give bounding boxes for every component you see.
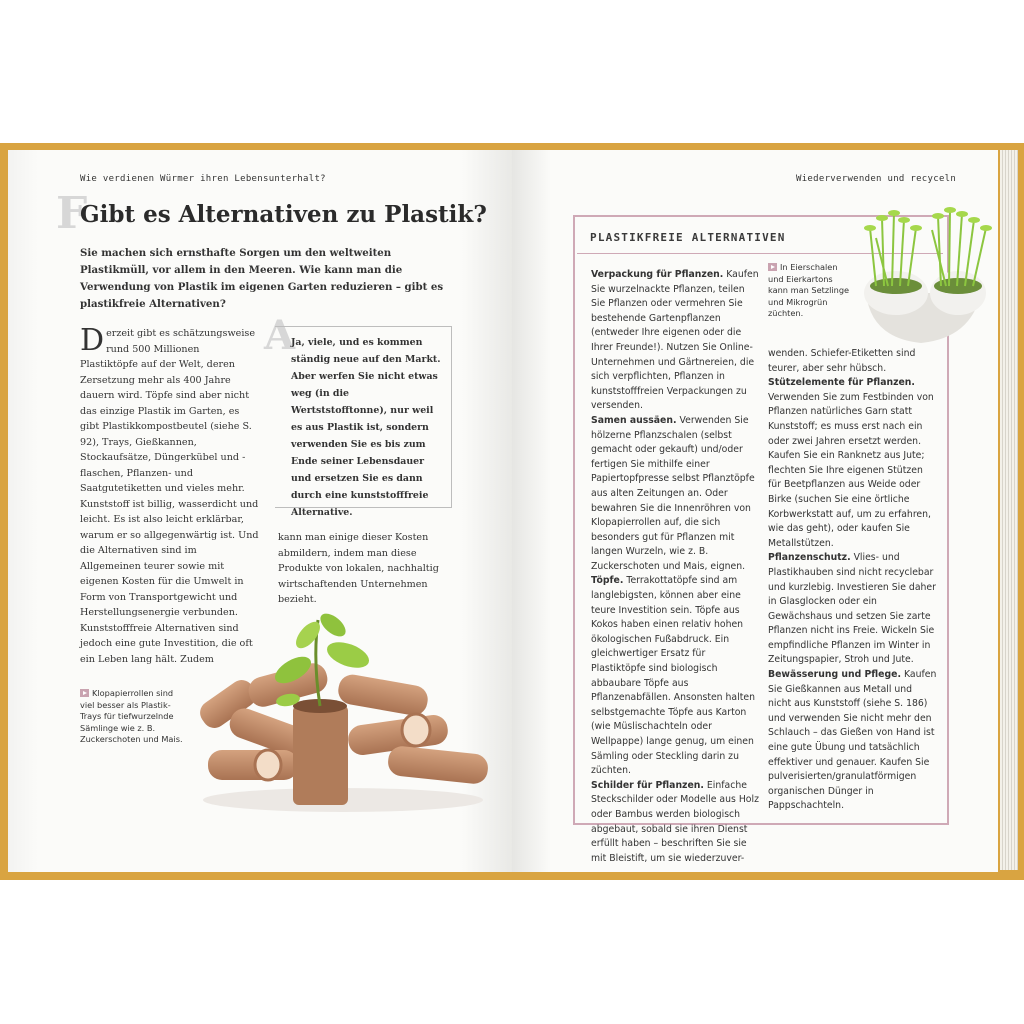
item-text: Kaufen Sie Gießkannen aus Metall und nicht aus Kunststoff (siehe S. 186) und verwenden Sie nicht mehr den Schlauch – das Gießen von Hand ist eine gute Übung und tatsächlich effektiver und genauer. Kaufen Sie pulverisierten/granulatförmigen organischen Dünger in Pappschachteln. bbox=[768, 669, 937, 812]
item-text: Vlies- und Plastikhauben sind nicht recyclebar und kurzlebig. Investieren Sie daher in Glasglocken oder ein Gewächshaus und setzen Sie zarte Pflanzen nicht ins Freie. Wickeln Sie empfindliche Pflanzen im Winter in Zeitungspapier, Stroh und Jute. bbox=[768, 552, 936, 666]
photo-caption-right bbox=[768, 262, 854, 320]
drop-cap: D bbox=[80, 323, 105, 358]
item-protection bbox=[768, 551, 938, 668]
body-column-2: kann man einige dieser Kosten abmildern, indem man diese Produkte von lokalen, nachhaltig wirtschaftenden Unternehmen bezieht. bbox=[278, 532, 439, 605]
sidebar-column-1 bbox=[591, 268, 761, 866]
item-heading: Bewässerung und Pflege. bbox=[768, 669, 901, 681]
toilet-roll-seedlings-photo bbox=[188, 600, 498, 815]
photo-caption-right-text: In Eierschalen und Eierkartons kann man Setzlinge und Mikrogrün züchten. bbox=[768, 262, 850, 318]
item-packaging bbox=[591, 268, 761, 414]
labels-continued: wenden. Schiefer-Etiketten sind teurer, aber sehr hübsch. bbox=[768, 348, 916, 374]
item-supports bbox=[768, 376, 938, 551]
item-text: Verwenden Sie zum Festbinden von Pflanzen natürliches Garn statt Kunststoff; es muss erst nach ein oder zwei Jahren ersetzt werden. Kaufen Sie ein Ranknetz aus Jute; flechten Sie Ihre eigenen Stützen für Beetpflanzen aus Weide oder Birke (suchen Sie eine örtliche Korbwerkstatt auf, um zu erfahren, wie das geht), oder kaufen Sie Metallstützen. bbox=[768, 391, 934, 549]
answer-letter-a: A bbox=[264, 312, 296, 359]
page-edges bbox=[1000, 150, 1018, 870]
caption-arrow-icon bbox=[80, 689, 89, 697]
sidebar-title: PLASTIKFREIE ALTERNATIVEN bbox=[590, 231, 786, 244]
item-heading: Schilder für Pflanzen. bbox=[591, 779, 704, 791]
item-watering bbox=[768, 668, 938, 814]
photo-caption-left bbox=[80, 688, 190, 746]
sidebar-column-2 bbox=[768, 347, 938, 814]
running-head-right: Wiederverwenden und recyceln bbox=[796, 174, 957, 184]
item-text: Einfache Steckschilder oder Modelle aus Holz oder Bambus werden biologisch abgebaut, sobald sie ihren Dienst erfüllt haben – beschriften Sie sie mit Bleistift, um sie wiederzuver- bbox=[591, 779, 759, 864]
question-letter-f: F bbox=[56, 188, 88, 239]
photo-caption-left-text: Klopapierrollen sind viel besser als Plastik-Trays für tiefwurzelnde Sämlinge wie z. B. Zuckerschoten und Mais. bbox=[80, 688, 183, 744]
running-head-left: Wie verdienen Würmer ihren Lebensunterhalt? bbox=[80, 174, 326, 184]
item-heading: Verpackung für Pflanzen. bbox=[591, 269, 724, 280]
body-column-1-text: erzeit gibt es schätzungsweise rund 500 Millionen Plastiktöpfe auf der Welt, deren Zersetzung mehr als 400 Jahre dauern wird. Töpfe sind aber nicht das einzige Plastik im Garten, es gibt Plastikkompostbeutel (siehe S. 92), Trays, Gießkannen, Stockaufsätze, Düngerkübel und -flaschen, Pflanzen- und Saatgutetiketten und vieles mehr. Kunststoff ist billig, wasserdicht und leicht. Es ist also leicht erklärbar, warum er so allgegenwärtig ist. Und die Alternativen sind im Allgemeinen teurer sowie mit eigenen Kosten für die Umwelt in Form von Transportgewicht und Herstellungsenergie verbunden. Kunststofffreie Alternativen sind jedoch eine gute Investition, die oft ein Leben lang hält. Zudem bbox=[80, 328, 259, 665]
item-heading: Stützelemente für Pflanzen. bbox=[768, 377, 915, 389]
item-heading: Töpfe. bbox=[591, 575, 624, 587]
caption-arrow-icon bbox=[768, 263, 777, 271]
item-labels bbox=[591, 779, 761, 867]
item-text: Verwenden Sie hölzerne Pflanzschalen (selbst gemacht oder gekauft) und/oder fertigen Sie mithilfe einer Papiertopfpresse selbst Pflanztöpfe aus alten Zeitungen an. Oder bewahren Sie die Innenröhren von Klopapierrollen auf, die sich besonders gut für Pflanzen mit langen Wurzeln, wie z. B. Zuckerschoten und Mais, eignen. bbox=[591, 414, 755, 572]
item-heading: Pflanzenschutz. bbox=[768, 552, 851, 564]
answer-text: Ja, viele, und es kommen ständig neue auf den Markt. Aber werfen Sie nicht etwas weg (in die Wertststofftonne), nur weil es aus Plastik ist, sondern verwenden Sie es bis zum Ende seiner Lebensdauer und ersetzen Sie es dann durch eine kunststofffreie Alternative. bbox=[291, 337, 441, 518]
page-title: Gibt es Alternativen zu Plastik? bbox=[80, 201, 487, 228]
eggshell-microgreens-photo bbox=[846, 198, 994, 348]
item-text: Kaufen Sie wurzelnackte Pflanzen, teilen Sie Pflanzen oder vermehren Sie bestehende Gartenpflanzen (entweder Ihre eigenen oder die Ihrer Freunde!). Nutzen Sie Online-Unternehmen und Gärtnereien, die sich verpflichten, Pflanzen in kunststofffreien Verpackungen zu versenden. bbox=[591, 269, 759, 412]
lead-paragraph: Sie machen sich ernsthafte Sorgen um den weltweiten Plastikmüll, vor allem in den Meeren. Wie kann man die Verwendung von Plastik im eigenen Garten reduzieren – gibt es plastikfreie Alternativen? bbox=[80, 247, 444, 310]
item-text: Terrakottatöpfe sind am langlebigsten, können aber eine teure Investition sein. Töpfe aus Kokos haben einen relativ hohen ökologischen Fußabdruck. Ein gleichwertiger Ersatz für Plastiktöpfe sind biologisch abbaubare Töpfe aus Pflanzenabfällen. Ansonsten halten selbstgemachte Töpfe aus Karton (wie Müslischachteln oder Wellpappe) lange genug, um einen Sämling oder Steckling darin zu züchten. bbox=[591, 575, 755, 777]
item-sowing bbox=[591, 414, 761, 575]
item-heading: Samen aussäen. bbox=[591, 414, 677, 426]
item-pots bbox=[591, 574, 761, 778]
